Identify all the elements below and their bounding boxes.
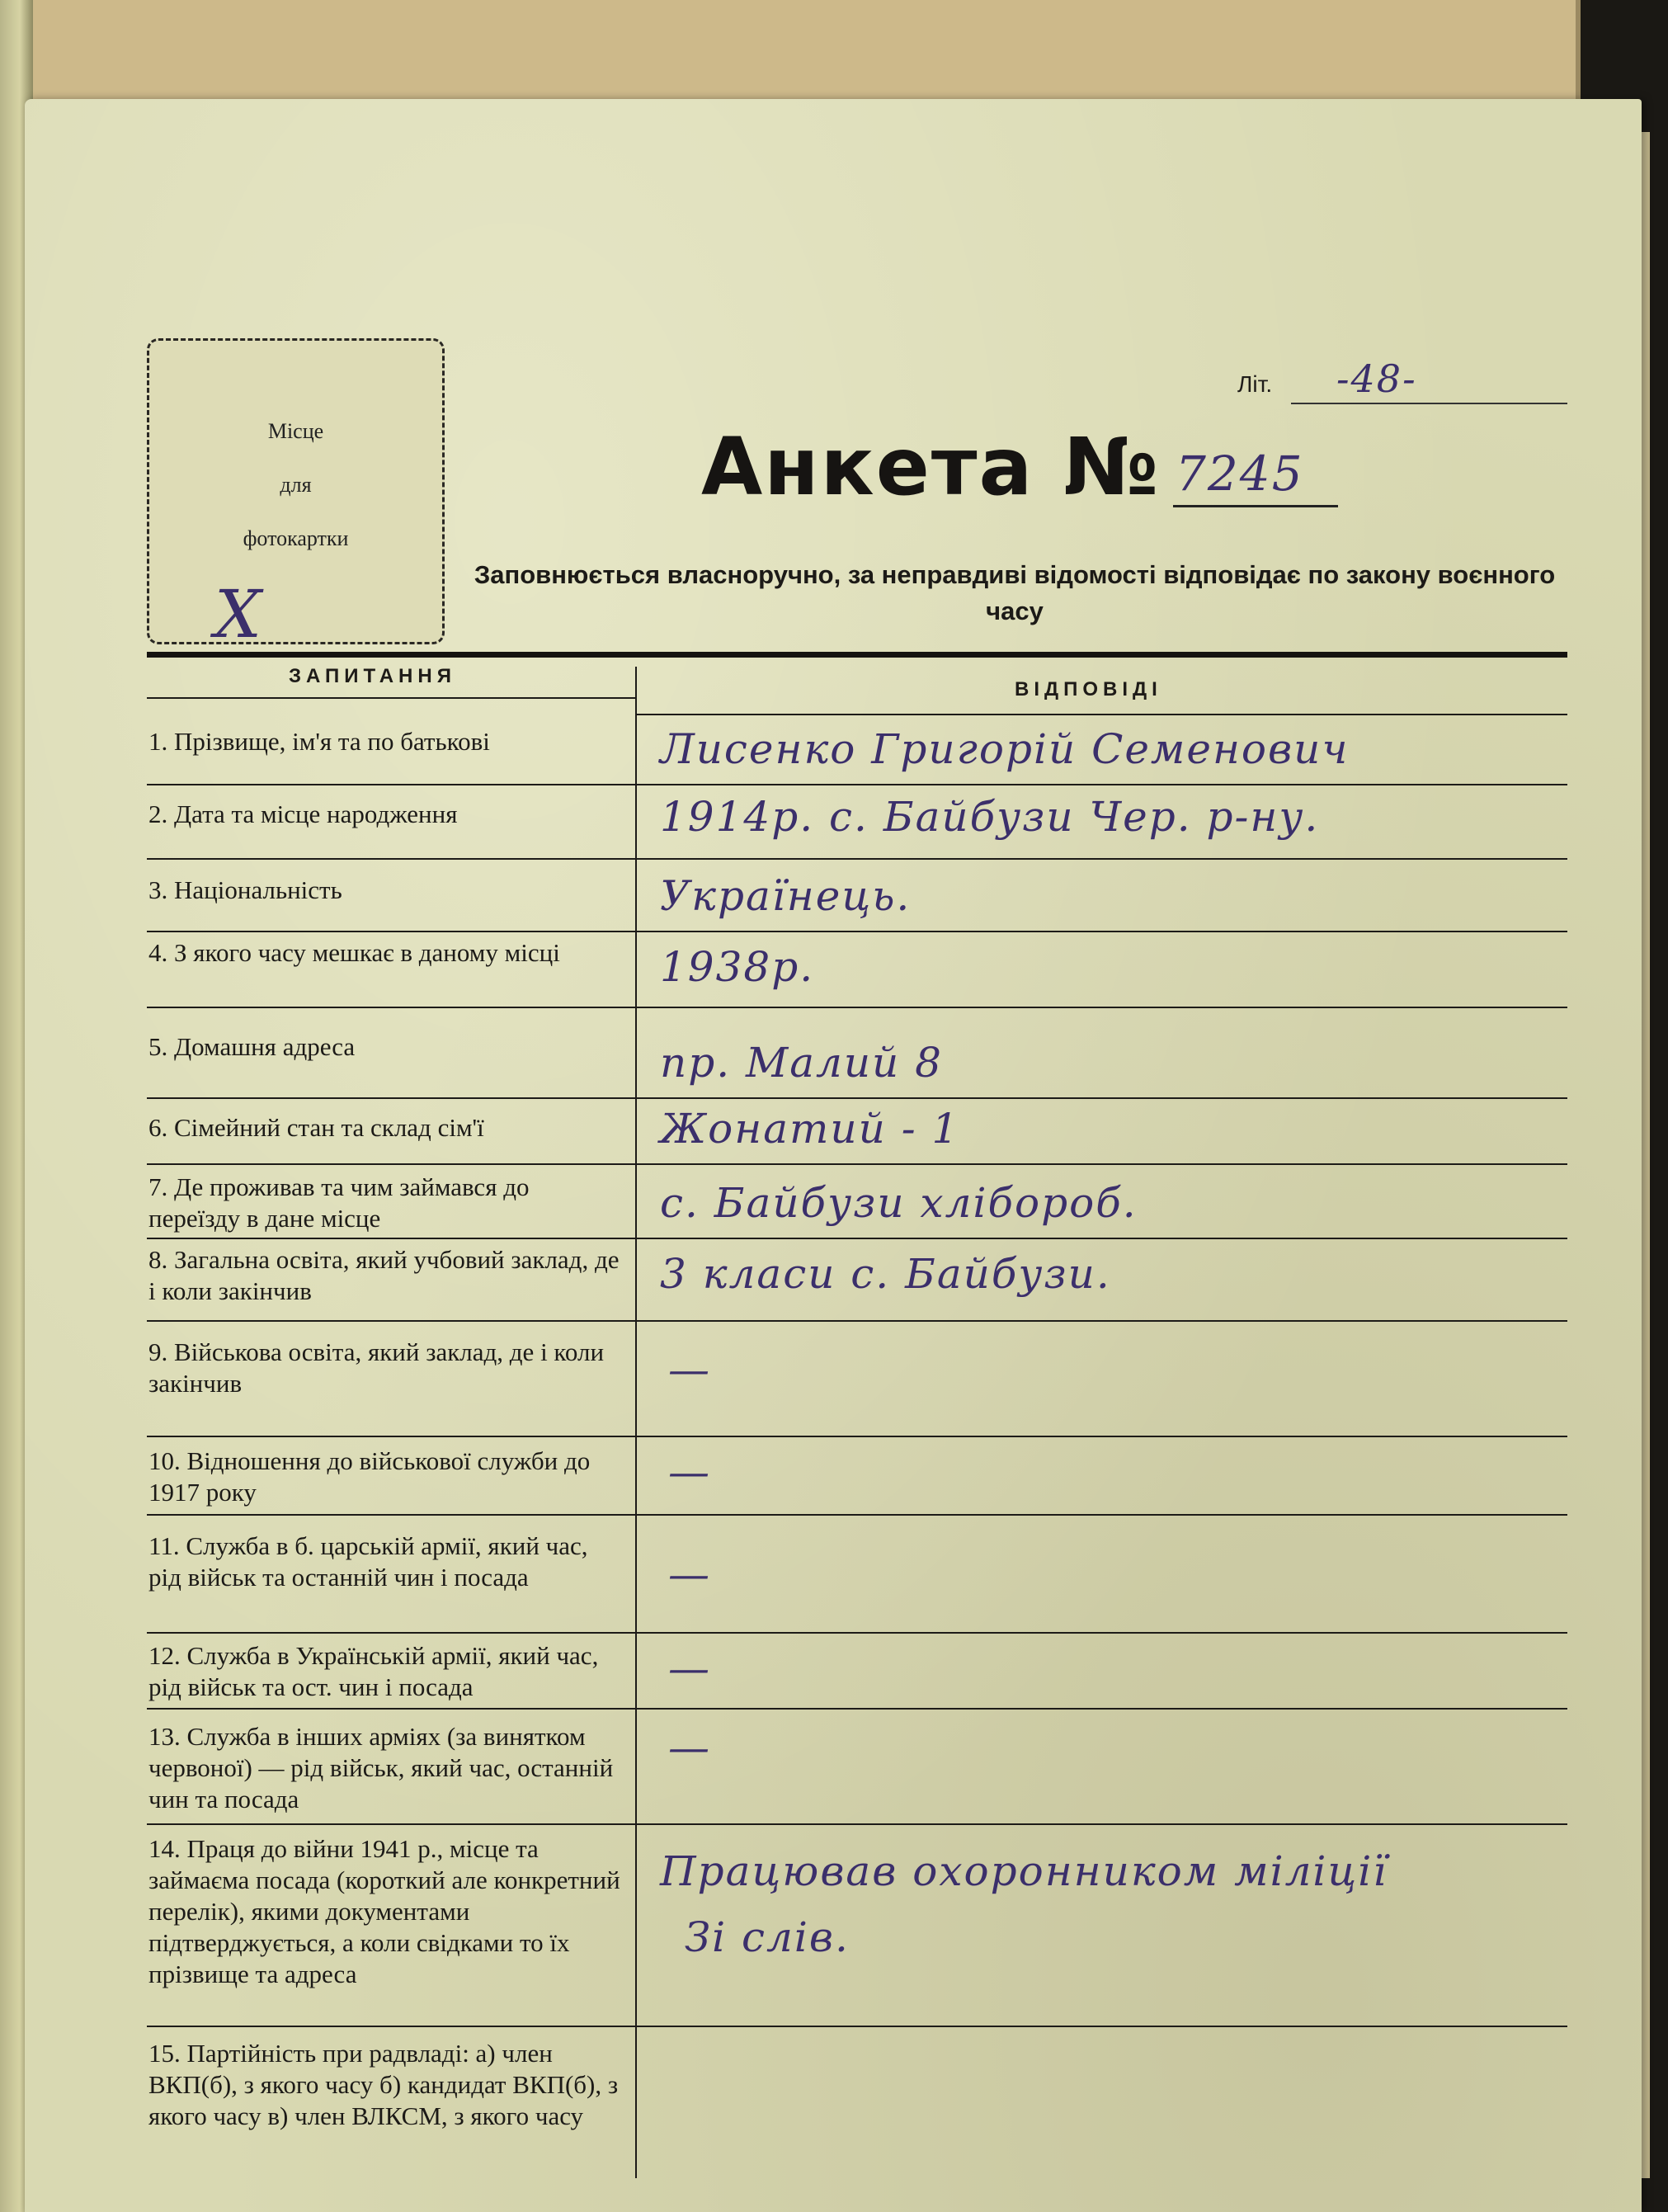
row-rule <box>147 1163 1567 1165</box>
answer-13: — <box>668 1724 711 1771</box>
question-4: 4. З якого часу мешкає в даному місці <box>148 938 560 967</box>
row-rule <box>147 1632 1567 1634</box>
question-11: 11. Служба в б. царській армії, який час, рід військ та останній чин і посада <box>148 1531 588 1592</box>
row-rule <box>147 1823 1567 1825</box>
row-rule <box>147 1708 1567 1710</box>
row-rule <box>147 1097 1567 1099</box>
photo-placeholder <box>147 338 445 644</box>
row-rule <box>147 1320 1567 1322</box>
question-7: 7. Де проживав та чим займався до переїзду в дане місце <box>148 1172 530 1233</box>
page-title: Анкета № <box>701 421 1161 513</box>
question-6: 6. Сімейний стан та склад сім'ї <box>148 1113 484 1142</box>
row-rule <box>147 931 1567 932</box>
answer-8: 3 класи с. Байбузи. <box>660 1250 1111 1298</box>
question-8: 8. Загальна освіта, який учбовий заклад, де і коли закінчив <box>148 1245 620 1305</box>
question-5: 5. Домашня адреса <box>148 1032 356 1061</box>
answer-3: Українець. <box>660 872 912 920</box>
question-9: 9. Військова освіта, який заклад, де і коли закінчив <box>148 1337 605 1398</box>
question-12: 12. Служба в Українській армії, який час, рід військ та ост. чин і посада <box>148 1641 599 1701</box>
column-divider <box>635 667 637 2178</box>
header-rule-left <box>147 697 635 699</box>
sheet-number-label: Літ. <box>1237 371 1273 397</box>
table-top-rule <box>147 652 1567 658</box>
row-rule <box>147 784 1567 785</box>
row-rule <box>147 1514 1567 1516</box>
question-3: 3. Національність <box>148 875 342 904</box>
answer-4: 1938р. <box>660 943 815 991</box>
question-15: 15. Партійність при радвладі: а) член ВКП(б), з якого часу б) кандидат ВКП(б), з якого часу в) член ВЛКСМ, з якого часу <box>148 2039 619 2130</box>
question-14: 14. Праця до війни 1941 р., місце та займаєма посада (короткий але конкретний перелік), якими документами підтверджується, а коли свідками то їх прізвище та адреса <box>148 1834 620 1988</box>
answer-6: Жонатий - 1 <box>660 1105 960 1153</box>
answer-14-note: Зі слів. <box>685 1913 850 1961</box>
answer-7: с. Байбузи хлібороб. <box>660 1179 1138 1227</box>
photo-x-mark: X <box>214 576 263 653</box>
photo-label-line1: Місце <box>267 419 324 443</box>
row-rule <box>147 1007 1567 1008</box>
question-13: 13. Служба в інших арміях (за винятком червоної) — рід військ, який час, останній чин та посада <box>148 1722 614 1813</box>
row-rule <box>147 1436 1567 1437</box>
question-2: 2. Дата та місце народження <box>148 799 458 828</box>
header-rule-right <box>635 714 1567 715</box>
answer-9: — <box>668 1346 711 1394</box>
column-header-questions: ЗАПИТАННЯ <box>289 665 456 687</box>
sheet-number-line <box>1291 403 1567 404</box>
photo-label-line2: для <box>280 473 312 497</box>
answer-12: — <box>668 1644 711 1692</box>
answer-1: Лисенко Григорій Семенович <box>660 725 1350 773</box>
row-rule <box>147 858 1567 860</box>
sheet-number <box>1237 356 1567 413</box>
page-subtitle: Заповнюється власноручно, за неправдиві відомості відповідає по закону воєнного часу <box>474 560 1556 625</box>
form-number: 7245 <box>1176 446 1304 502</box>
row-rule <box>147 2026 1567 2027</box>
sheet-number-value: -48- <box>1336 356 1417 401</box>
column-header-answers: ВІДПОВІДІ <box>1015 678 1162 700</box>
answer-10: — <box>668 1448 711 1496</box>
answer-14: Працював охоронником міліції <box>660 1847 1388 1895</box>
questionnaire-table <box>124 652 1569 2178</box>
form-number-line <box>1173 505 1338 507</box>
answer-5: пр. Малий 8 <box>660 1039 943 1087</box>
row-rule <box>147 1238 1567 1239</box>
questionnaire-page <box>25 99 1642 2212</box>
question-1: 1. Прізвище, ім'я та по батькові <box>148 727 490 756</box>
question-10: 10. Відношення до військової служби до 1917 року <box>148 1446 591 1507</box>
photo-label-line3: фотокартки <box>243 526 349 550</box>
answer-2: 1914р. с. Байбузи Чер. р-ну. <box>660 793 1320 841</box>
answer-11: — <box>668 1550 711 1598</box>
